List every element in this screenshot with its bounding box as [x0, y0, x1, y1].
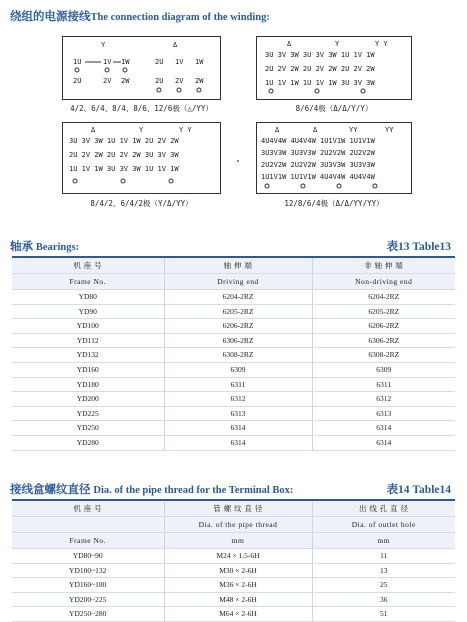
table-row: YD90 6205-2RZ 6205-2RZ [12, 304, 455, 319]
title-en: The connection diagram of the winding: [90, 12, 270, 23]
table-header-row: 机 座 号 轴 伸 端 非 轴 伸 端 [12, 257, 455, 274]
svg-text:2W: 2W [195, 77, 204, 85]
table-row: YD160 6309 6309 [12, 362, 455, 377]
table-header-row: Dia. of the pipe thread Dia. of outlet hole [12, 517, 455, 533]
bearings-table [12, 256, 455, 451]
svg-text:1W: 1W [195, 58, 204, 66]
svg-text:1V: 1V [175, 58, 184, 66]
svg-text:2U: 2U [73, 77, 82, 85]
table-row: YD112 6306-2RZ 6306-2RZ [12, 333, 455, 348]
table-row: YD100~132 M30 × 2-6H 13 [12, 563, 455, 578]
winding-diagram-svg [63, 123, 220, 193]
terminal-box-table [12, 499, 455, 622]
svg-text:Y: Y [335, 40, 340, 48]
diagram-4speed [256, 122, 412, 194]
svg-text:2U 2V 2W 2U 2V 2W 3U 3V 3W: 2U 2V 2W 2U 2V 2W 3U 3V 3W [69, 151, 179, 159]
svg-text:Y Y: Y Y [375, 40, 388, 48]
diagram-3speed-a [256, 36, 412, 100]
svg-text:2U2V2W 2U2V2W 3U3V3W 3U3V3W: 2U2V2W 2U2V2W 3U3V3W 3U3V3W [261, 161, 375, 169]
svg-text:1U: 1U [73, 58, 82, 66]
svg-text:2U: 2U [155, 77, 164, 85]
divider-dot [237, 160, 239, 162]
table-row: YD200 6312 6312 [12, 392, 455, 407]
table-row: YD132 6308-2RZ 6308-2RZ [12, 348, 455, 363]
diagram-caption: 12/8/6/4极（Δ/Δ/YY/YY） [284, 199, 384, 208]
svg-text:Δ: Δ [275, 126, 280, 134]
svg-text:YY: YY [385, 126, 394, 134]
svg-text:2U 2V 2W 2U 2V 2W 2U 2V 2W: 2U 2V 2W 2U 2V 2W 2U 2V 2W [265, 65, 375, 73]
svg-text:1W: 1W [121, 58, 130, 66]
diagram-2speed [62, 36, 221, 100]
svg-text:1U 1V 1W 3U 3V 3W 1U 1V 1W: 1U 1V 1W 3U 3V 3W 1U 1V 1W [69, 165, 179, 173]
section-title-terminal-box: 接线盒螺纹直径 Dia. of the pipe thread for the Terminal Box: [10, 484, 294, 496]
label-y: Y [101, 41, 106, 49]
table-row: YD200~225 M48 × 2-6H 36 [12, 592, 455, 607]
title-cn: 绕组的电源接线 [10, 11, 91, 23]
table-row: YD100 6206-2RZ 6206-2RZ [12, 319, 455, 334]
diagram-3speed-b [62, 122, 221, 194]
table-header-row: Frame No. Driving end Non-driving end [12, 274, 455, 290]
table-row: YD250~280 M64 × 2-6H 51 [12, 607, 455, 622]
svg-text:YY: YY [349, 126, 358, 134]
table-header-row: Frame No. mm mm [12, 533, 455, 549]
svg-text:Y: Y [139, 126, 144, 134]
table-row: YD280 6314 6314 [12, 435, 455, 450]
table-row: YD80~90 M24 × 1.5-6H 11 [12, 549, 455, 564]
label-delta: Δ [173, 41, 178, 49]
diagram-caption: 8/6/4极（Δ/Δ/Y/Y） [295, 104, 373, 113]
winding-diagram-svg [257, 37, 411, 99]
diagram-caption: 4/2、6/4、8/4、8/6、12/6极（△/YY） [70, 104, 213, 113]
section-title-bearings: 轴承 Bearings: [10, 241, 80, 253]
winding-diagram-svg [63, 37, 220, 99]
svg-text:Δ: Δ [287, 40, 292, 48]
table-row: YD180 6311 6311 [12, 377, 455, 392]
svg-text:2U: 2U [155, 58, 164, 66]
table13-label: 表13 Table13 [386, 241, 451, 253]
svg-text:1V: 1V [103, 58, 112, 66]
table-row: YD225 6313 6313 [12, 406, 455, 421]
table-row: YD80 6204-2RZ 6204-2RZ [12, 290, 455, 305]
table-row: YD160~180 M36 × 2-6H 25 [12, 578, 455, 593]
svg-text:2W: 2W [121, 77, 130, 85]
table14-label: 表14 Table14 [386, 484, 451, 496]
svg-text:3U 3V 3W 1U 1V 1W 2U 2V 2W: 3U 3V 3W 1U 1V 1W 2U 2V 2W [69, 137, 179, 145]
svg-text:Δ: Δ [313, 126, 318, 134]
section-title-winding [10, 8, 270, 24]
svg-text:Δ: Δ [91, 126, 96, 134]
svg-text:1U 1V 1W 1U 1V 1W 3U 3V 3W: 1U 1V 1W 1U 1V 1W 3U 3V 3W [265, 79, 375, 87]
svg-text:3U3V3W 3U3V3W 2U2V2W 2U2V2W: 3U3V3W 3U3V3W 2U2V2W 2U2V2W [261, 149, 375, 157]
svg-text:2V: 2V [175, 77, 184, 85]
winding-diagram-svg [257, 123, 411, 193]
svg-text:2V: 2V [103, 77, 112, 85]
svg-text:3U 3V 3W 3U 3V 3W 1U 1V 1W: 3U 3V 3W 3U 3V 3W 1U 1V 1W [265, 51, 375, 59]
table-row: YD250 6314 6314 [12, 421, 455, 436]
svg-text:Y Y: Y Y [179, 126, 192, 134]
diagram-caption: 8/4/2、6/4/2极（Y/Δ/YY） [90, 199, 193, 208]
svg-text:4U4V4W 4U4V4W 1U1V1W 1U1V1W: 4U4V4W 4U4V4W 1U1V1W 1U1V1W [261, 137, 375, 145]
table-header-row: 机 座 号 管 螺 纹 直 径 出 线 孔 直 径 [12, 500, 455, 517]
svg-text:1U1V1W 1U1V1W 4U4V4W 4U4V4W: 1U1V1W 1U1V1W 4U4V4W 4U4V4W [261, 173, 375, 181]
